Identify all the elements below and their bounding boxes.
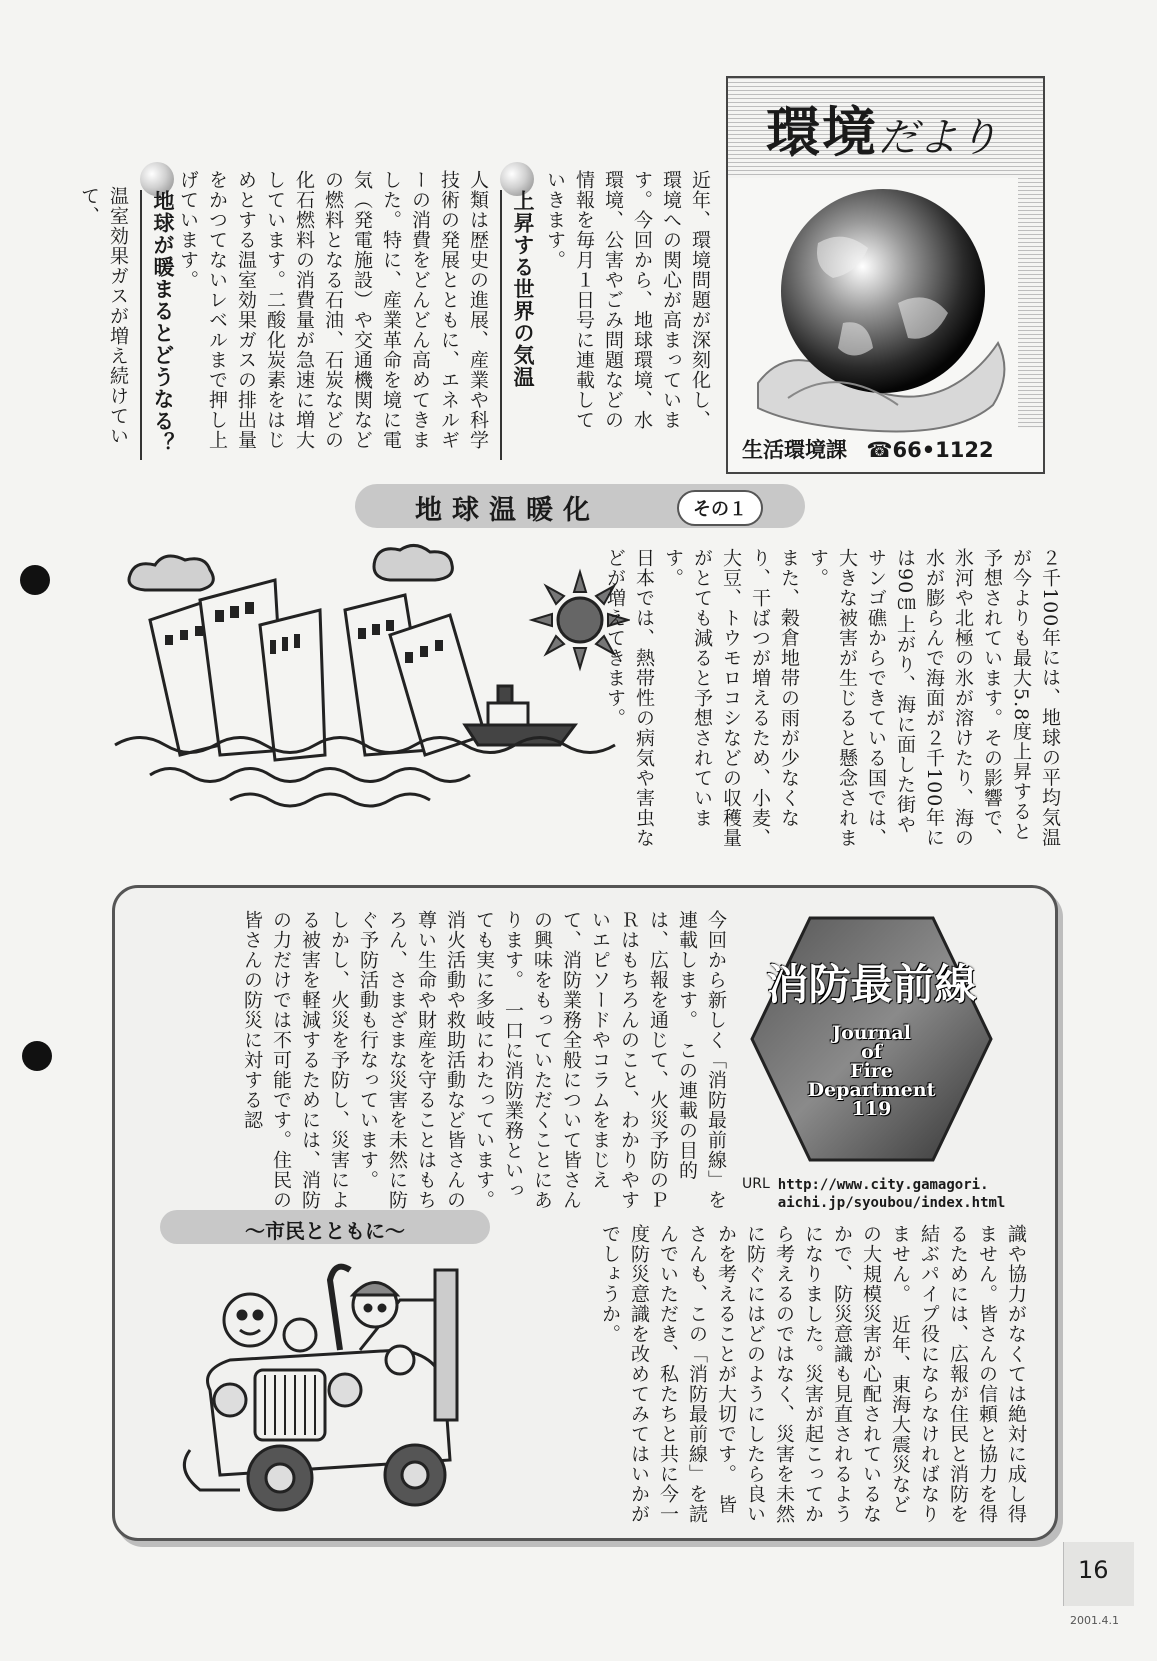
fire-emblem-line-3: Fire: [850, 1060, 893, 1082]
header-box: [726, 76, 1045, 474]
fire-emblem-title: 消防最前線: [766, 960, 977, 1009]
department-contact: [742, 434, 994, 464]
phone-number: 66•1122: [892, 438, 994, 462]
warming-text: [604, 548, 1064, 853]
binding-hole-top: [20, 565, 50, 595]
fire-truck-illustration: [170, 1250, 510, 1520]
department-name: 生活環境課: [742, 438, 847, 462]
fire-url-text: [778, 1176, 1006, 1212]
fire-emblem-line-2: of: [861, 1041, 882, 1063]
flooded-city-illustration: [110, 540, 630, 840]
header-title: [766, 90, 998, 167]
section1-text: 人類は歴史の進展、産業や科学技術の発展とともに、エネルギーの消費をどんどん高めてきました。特に、産業革命を境に電気（発電施設）や交通機関などの燃料となる石油、石炭などの化石燃料の消費量が急速に増大しています。二酸化炭素をはじめとする温室効果ガスの排出量をかつてないレベルまで押し上げています。: [177, 170, 489, 450]
phone-icon: ☎: [866, 438, 893, 462]
fire-url: [742, 1176, 1005, 1212]
fire-lower-text: 識や協力がなくては絶対に成し得ません。皆さんの信頼と協力を得るためには、広報が住民と消防を結ぶパイプ役にならなければなりません。 近年、東海大震災などの大規模災害が心配されているなかで、防災意識も見直されるようになりました。災害が起こってから考えるのではなく、災害を未然に防ぐにはどのようにしたら良いかを考えることが大切です。 皆さんも、この「消防最前線」を読んでいただき、私たちと共に今一度防災意識を改めてみてはいかがでしょうか。: [599, 1224, 1027, 1524]
warming-banner-subtitle: その１: [677, 490, 763, 526]
binding-hole-bottom: [22, 1041, 52, 1071]
page-number: 16: [1078, 1556, 1109, 1584]
section2-text: 温室効果ガスが増え続けていて、: [78, 186, 129, 446]
intro-text: 近年、環境問題が深刻化し、環境への関心が高まっています。今回から、地球環境、水環境、公害やごみ問題などの情報を毎月１日号に連載していきます。: [544, 170, 711, 430]
section1-heading: 上昇する世界の気温: [500, 190, 538, 460]
warming-paragraph-1: ２千100年には、地球の平均気温が今よりも最大5.8度上昇すると予想されています。その影響で、氷河や北極の氷が溶けたり、海の水が膨らんで海面が２千100年には90㎝上がり、海に面した街やサンゴ礁からできている国では、大きな被害が生じると懸念されます。: [807, 548, 1061, 848]
fire-url-line-1[interactable]: http://www.city.gamagori.: [777, 1177, 989, 1193]
section2-heading: 地球が暖まるとどうなる？: [140, 190, 178, 460]
warming-paragraph-2: また、穀倉地帯の雨が少なくなり、干ばつが増えるため、小麦、大豆、トウモロコシなどの収穫量がとても減ると予想されています。: [662, 548, 800, 848]
globe-in-hands-image: [748, 173, 1018, 435]
fire-upper-text: 今回から新しく「消防最前線」を連載します。 この連載の目的は、広報を通じて、火災予防のＰＲはもちろんのこと、わかりやすいエピソードやコラムをまじえて、消防業務全般について皆さんの興味をもっていただくことにあります。 一口に消防業務といっても実に多岐にわたっています。消火活動や救助活動など皆さんの尊い生命や財産を守ることはもちろん、さまざまな災害を未然に防ぐ予防活動も行なっています。 しかし、火災を予防し、災害による被害を軽減するためには、消防の力だけでは不可能です。住民の皆さんの防災に対する認: [241, 910, 727, 1210]
fire-url-label: URL: [742, 1176, 770, 1192]
header-title-kanji: 環境: [766, 100, 878, 164]
header-side-stripes: [1018, 178, 1043, 428]
header-title-hira: だより: [878, 115, 998, 161]
fire-emblem-subtitle: [750, 1024, 993, 1119]
fire-emblem: [750, 914, 993, 1164]
page-number-box: [1063, 1542, 1134, 1606]
fire-tagline: ～市民とともに～: [245, 1219, 405, 1243]
warming-paragraph-3: 日本では、熱帯性の病気や害虫などが増えてきます。: [604, 548, 655, 848]
fire-url-line-2[interactable]: aichi.jp/syoubou/index.html: [777, 1195, 1006, 1211]
fire-emblem-line-5: 119: [851, 1098, 892, 1120]
fire-emblem-line-1: Journal: [832, 1022, 911, 1044]
warming-banner-title: 地球温暖化: [415, 495, 600, 526]
warming-banner: [355, 484, 805, 528]
issue-date: 2001.4.1: [1070, 1614, 1119, 1627]
fire-tagline-pill: [160, 1210, 490, 1244]
fire-emblem-line-4: Department: [807, 1079, 936, 1101]
